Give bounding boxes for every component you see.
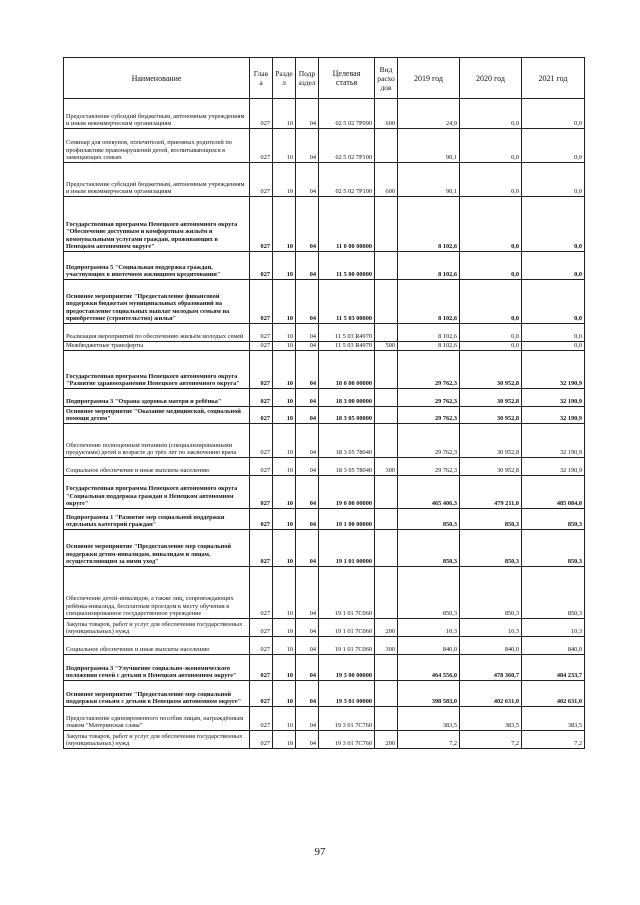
cell-2021: 0,0: [522, 99, 585, 129]
cell-expense-type: 600: [375, 163, 398, 197]
cell-target-article: 19 1 01 00000: [319, 530, 375, 567]
cell-2021: 32 190,9: [522, 458, 585, 476]
cell-glava: 027: [250, 637, 273, 655]
table-row: [64, 280, 585, 324]
cell-name: Социальное обеспечение и иные выплаты населению: [64, 458, 250, 476]
cell-glava: 027: [250, 731, 273, 749]
cell-name: Основное мероприятие "Предоставление мер социальной поддержки детям-инвалидам, инвалидам и лицам, осуществляющим за ними уход": [64, 530, 250, 567]
cell-podrazdel: 04: [296, 280, 319, 324]
header-2019: 2019 год: [398, 58, 460, 99]
table-row: [64, 637, 585, 655]
cell-razdel: 10: [273, 509, 296, 530]
cell-razdel: 10: [273, 681, 296, 707]
cell-podrazdel: 04: [296, 637, 319, 655]
cell-expense-type: [375, 567, 398, 619]
cell-target-article: 19 1 01 7С060: [319, 567, 375, 619]
table-row: [64, 655, 585, 681]
header-expense-type: Вид расхо дов: [375, 58, 398, 99]
cell-target-article: 18 3 05 00000: [319, 407, 375, 424]
cell-2021: 402 631,0: [522, 681, 585, 707]
cell-2021: 0,0: [522, 252, 585, 280]
table-body: [64, 99, 585, 749]
cell-name: Основное мероприятие "Предоставление мер социальной поддержки семьям с детьми в Ненецком автономном округе": [64, 681, 250, 707]
cell-target-article: 19 3 00 00000: [319, 655, 375, 681]
table-row: [64, 424, 585, 458]
cell-razdel: 10: [273, 163, 296, 197]
cell-name: Обеспечение полноценным питанием (специализированными продуктами) детей в возрасте до трёх лет по заключению врача: [64, 424, 250, 458]
cell-podrazdel: 04: [296, 655, 319, 681]
cell-expense-type: [375, 389, 398, 407]
cell-podrazdel: 04: [296, 619, 319, 637]
cell-name: Подпрограмма 3 "Охрана здоровья матери и ребёнка": [64, 389, 250, 407]
cell-glava: 027: [250, 407, 273, 424]
cell-2021: 0,0: [522, 197, 585, 252]
cell-podrazdel: 04: [296, 407, 319, 424]
cell-glava: 027: [250, 351, 273, 389]
cell-expense-type: [375, 129, 398, 163]
cell-razdel: 10: [273, 424, 296, 458]
cell-2021: 32 190,9: [522, 389, 585, 407]
cell-2019: 8 102,6: [398, 342, 460, 351]
cell-podrazdel: 04: [296, 252, 319, 280]
cell-2020: 850,3: [460, 530, 522, 567]
table-row: [64, 252, 585, 280]
page-number: 97: [314, 846, 326, 858]
cell-2020: 7,2: [460, 731, 522, 749]
cell-name: Основное мероприятие "Предоставление финансовой поддержки бюджетам муниципальных образований на предоставление социальных выплат молодым семьям на приобретение (строительство) жилья": [64, 280, 250, 324]
cell-expense-type: [375, 197, 398, 252]
cell-target-article: 18 3 05 78040: [319, 424, 375, 458]
cell-expense-type: [375, 280, 398, 324]
cell-expense-type: 600: [375, 99, 398, 129]
cell-expense-type: [375, 407, 398, 424]
cell-podrazdel: 04: [296, 197, 319, 252]
cell-glava: 027: [250, 655, 273, 681]
cell-2021: 850,3: [522, 530, 585, 567]
cell-2019: 383,5: [398, 707, 460, 731]
cell-razdel: 10: [273, 619, 296, 637]
cell-glava: 027: [250, 619, 273, 637]
cell-2021: 485 084,0: [522, 476, 585, 509]
cell-2020: 383,5: [460, 707, 522, 731]
cell-2020: 30 952,8: [460, 407, 522, 424]
cell-podrazdel: 04: [296, 567, 319, 619]
cell-2019: 8 102,6: [398, 252, 460, 280]
table-row: [64, 163, 585, 197]
cell-expense-type: [375, 476, 398, 509]
cell-name: Межбюджетные трансферты: [64, 342, 250, 351]
cell-2019: 465 406,3: [398, 476, 460, 509]
cell-expense-type: 200: [375, 731, 398, 749]
cell-glava: 027: [250, 163, 273, 197]
header-razdel: Разде л: [273, 58, 296, 99]
cell-expense-type: 200: [375, 619, 398, 637]
cell-target-article: 02 5 02 7Р100: [319, 129, 375, 163]
cell-name: Подпрограмма 5 "Социальная поддержка граждан, участвующих в ипотечном жилищном кредитовании": [64, 252, 250, 280]
cell-2021: 0,0: [522, 324, 585, 342]
cell-razdel: 10: [273, 389, 296, 407]
cell-2020: 30 952,8: [460, 424, 522, 458]
cell-name: Закупка товаров, работ и услуг для обеспечения государственных (муниципальных) нужд: [64, 731, 250, 749]
table-row: [64, 530, 585, 567]
cell-2020: 30 952,8: [460, 458, 522, 476]
cell-expense-type: 300: [375, 458, 398, 476]
cell-name: Семинар для опекунов, попечителей, приемных родителей по профилактике правонарушений детей, воспитывающихся в замещающих семьях: [64, 129, 250, 163]
cell-razdel: 10: [273, 731, 296, 749]
cell-target-article: 11 5 03 00000: [319, 280, 375, 324]
cell-name: Основное мероприятие "Оказание медицинской, социальной помощи детям": [64, 407, 250, 424]
header-glava: Глав а: [250, 58, 273, 99]
cell-razdel: 10: [273, 129, 296, 163]
cell-glava: 027: [250, 324, 273, 342]
cell-2021: 0,0: [522, 280, 585, 324]
cell-podrazdel: 04: [296, 731, 319, 749]
cell-target-article: 19 0 00 00000: [319, 476, 375, 509]
cell-podrazdel: 04: [296, 99, 319, 129]
cell-glava: 027: [250, 99, 273, 129]
cell-2019: 24,9: [398, 99, 460, 129]
cell-name: Государственная программа Ненецкого автономного округа "Обеспечение доступным и комфортным жильём и коммунальными услугами граждан, проживающих в Ненецком автономном округе": [64, 197, 250, 252]
table-row: [64, 129, 585, 163]
cell-razdel: 10: [273, 280, 296, 324]
header-target-article: Целевая статья: [319, 58, 375, 99]
table-row: [64, 731, 585, 749]
cell-razdel: 10: [273, 197, 296, 252]
cell-target-article: 18 3 00 00000: [319, 389, 375, 407]
cell-podrazdel: 04: [296, 424, 319, 458]
cell-podrazdel: 04: [296, 509, 319, 530]
cell-target-article: 02 5 02 7Р090: [319, 99, 375, 129]
cell-expense-type: 300: [375, 637, 398, 655]
cell-razdel: 10: [273, 324, 296, 342]
cell-2019: 8 102,6: [398, 324, 460, 342]
table-row: [64, 324, 585, 342]
cell-podrazdel: 04: [296, 476, 319, 509]
cell-2020: 402 631,0: [460, 681, 522, 707]
cell-podrazdel: 04: [296, 681, 319, 707]
cell-2021: 32 190,9: [522, 424, 585, 458]
header-2020: 2020 год: [460, 58, 522, 99]
cell-2019: 10,3: [398, 619, 460, 637]
cell-glava: 027: [250, 509, 273, 530]
table-header-row: [64, 58, 585, 99]
cell-2020: 850,3: [460, 567, 522, 619]
cell-2019: 850,3: [398, 530, 460, 567]
cell-2021: 0,0: [522, 129, 585, 163]
cell-target-article: 02 5 02 7Р100: [319, 163, 375, 197]
cell-expense-type: 500: [375, 342, 398, 351]
cell-2020: 0,0: [460, 129, 522, 163]
cell-target-article: 19 1 01 7С060: [319, 637, 375, 655]
table-row: [64, 619, 585, 637]
cell-2020: 850,3: [460, 509, 522, 530]
cell-2019: 29 762,3: [398, 389, 460, 407]
cell-name: Подпрограмма 3 "Улучшение социально-экономического положения семей с детьми в Ненецком автономном округе": [64, 655, 250, 681]
cell-2020: 479 211,0: [460, 476, 522, 509]
table-row: [64, 99, 585, 129]
cell-target-article: 19 1 01 7С060: [319, 619, 375, 637]
cell-2021: 850,3: [522, 509, 585, 530]
cell-target-article: 18 0 00 00000: [319, 351, 375, 389]
cell-expense-type: [375, 655, 398, 681]
cell-glava: 027: [250, 389, 273, 407]
cell-2019: 29 762,3: [398, 458, 460, 476]
cell-podrazdel: 04: [296, 342, 319, 351]
table-row: [64, 197, 585, 252]
table-row: [64, 458, 585, 476]
cell-2021: 484 233,7: [522, 655, 585, 681]
cell-2021: 7,2: [522, 731, 585, 749]
header-podrazdel: Подр аздел: [296, 58, 319, 99]
cell-razdel: 10: [273, 637, 296, 655]
cell-expense-type: [375, 351, 398, 389]
cell-target-article: 11 5 03 R4970: [319, 342, 375, 351]
table-row: [64, 342, 585, 351]
cell-name: Подпрограмма 1 "Развитие мер социальной поддержки отдельных категорий граждан": [64, 509, 250, 530]
cell-podrazdel: 04: [296, 389, 319, 407]
cell-target-article: 18 3 05 78040: [319, 458, 375, 476]
cell-2021: 850,3: [522, 567, 585, 619]
cell-2019: 398 583,0: [398, 681, 460, 707]
cell-2019: 90,1: [398, 129, 460, 163]
cell-glava: 027: [250, 476, 273, 509]
table-row: [64, 567, 585, 619]
cell-glava: 027: [250, 707, 273, 731]
cell-expense-type: [375, 424, 398, 458]
cell-2020: 30 952,8: [460, 389, 522, 407]
cell-glava: 027: [250, 197, 273, 252]
cell-2019: 840,0: [398, 637, 460, 655]
cell-name: Закупка товаров, работ и услуг для обеспечения государственных (муниципальных) нужд: [64, 619, 250, 637]
cell-2020: 0,0: [460, 280, 522, 324]
cell-2020: 0,0: [460, 163, 522, 197]
cell-2019: 29 762,3: [398, 424, 460, 458]
cell-podrazdel: 04: [296, 163, 319, 197]
cell-expense-type: [375, 707, 398, 731]
cell-podrazdel: 04: [296, 129, 319, 163]
cell-glava: 027: [250, 567, 273, 619]
cell-razdel: 10: [273, 99, 296, 129]
cell-2019: 8 102,6: [398, 280, 460, 324]
cell-target-article: 11 0 00 00000: [319, 197, 375, 252]
cell-expense-type: [375, 324, 398, 342]
cell-2020: 478 360,7: [460, 655, 522, 681]
cell-razdel: 10: [273, 252, 296, 280]
cell-expense-type: [375, 509, 398, 530]
cell-2021: 0,0: [522, 342, 585, 351]
cell-target-article: 19 3 01 7С760: [319, 707, 375, 731]
cell-2019: 850,3: [398, 567, 460, 619]
cell-expense-type: [375, 681, 398, 707]
cell-target-article: 11 5 00 00000: [319, 252, 375, 280]
cell-name: Государственная программа Ненецкого автономного округа "Развитие здравоохранения Ненецкого автономного округа": [64, 351, 250, 389]
cell-expense-type: [375, 530, 398, 567]
cell-2021: 840,0: [522, 637, 585, 655]
table-row: [64, 707, 585, 731]
budget-table: [63, 57, 585, 749]
cell-2021: 32 190,9: [522, 351, 585, 389]
cell-name: Обеспечение детей-инвалидов, а также лиц, сопровождающих ребёнка-инвалида, бесплатным проездом к месту обучения в специализированное государственное учреждение: [64, 567, 250, 619]
cell-2021: 383,5: [522, 707, 585, 731]
cell-2019: 29 762,3: [398, 407, 460, 424]
cell-razdel: 10: [273, 655, 296, 681]
cell-2020: 0,0: [460, 99, 522, 129]
cell-razdel: 10: [273, 476, 296, 509]
cell-2020: 840,0: [460, 637, 522, 655]
cell-2019: 7,2: [398, 731, 460, 749]
cell-2021: 0,0: [522, 163, 585, 197]
cell-2021: 32 190,9: [522, 407, 585, 424]
cell-2019: 90,1: [398, 163, 460, 197]
cell-name: Социальное обеспечение и иные выплаты населению: [64, 637, 250, 655]
cell-glava: 027: [250, 342, 273, 351]
cell-2020: 0,0: [460, 342, 522, 351]
cell-podrazdel: 04: [296, 530, 319, 567]
cell-target-article: 11 5 03 R4970: [319, 324, 375, 342]
cell-razdel: 10: [273, 707, 296, 731]
cell-glava: 027: [250, 252, 273, 280]
cell-name: Предоставление единовременного пособия лицам, награждённым знаком "Материнская слава": [64, 707, 250, 731]
cell-2020: 30 952,8: [460, 351, 522, 389]
cell-2019: 8 102,6: [398, 197, 460, 252]
cell-razdel: 10: [273, 351, 296, 389]
cell-razdel: 10: [273, 567, 296, 619]
cell-razdel: 10: [273, 458, 296, 476]
cell-2020: 0,0: [460, 197, 522, 252]
cell-target-article: 19 3 01 00000: [319, 681, 375, 707]
cell-podrazdel: 04: [296, 458, 319, 476]
table-row: [64, 407, 585, 424]
table-row: [64, 509, 585, 530]
cell-target-article: 19 3 01 7С760: [319, 731, 375, 749]
cell-2019: 464 556,0: [398, 655, 460, 681]
cell-podrazdel: 04: [296, 707, 319, 731]
cell-razdel: 10: [273, 342, 296, 351]
cell-glava: 027: [250, 458, 273, 476]
cell-2019: 29 762,3: [398, 351, 460, 389]
cell-name: Реализация мероприятий по обеспечению жильём молодых семей: [64, 324, 250, 342]
cell-name: Государственная программа Ненецкого автономного округа "Социальная поддержка граждан в Ненецком автономном округе": [64, 476, 250, 509]
table-row: [64, 351, 585, 389]
cell-2021: 10,3: [522, 619, 585, 637]
header-name: Наименование: [64, 58, 250, 99]
cell-glava: 027: [250, 424, 273, 458]
budget-table-sheet: [63, 57, 584, 749]
cell-2020: 0,0: [460, 252, 522, 280]
cell-glava: 027: [250, 129, 273, 163]
cell-2020: 10,3: [460, 619, 522, 637]
table-row: [64, 476, 585, 509]
cell-razdel: 10: [273, 407, 296, 424]
cell-2020: 0,0: [460, 324, 522, 342]
cell-glava: 027: [250, 530, 273, 567]
cell-podrazdel: 04: [296, 351, 319, 389]
cell-expense-type: [375, 252, 398, 280]
table-row: [64, 681, 585, 707]
cell-target-article: 19 1 00 00000: [319, 509, 375, 530]
header-2021: 2021 год: [522, 58, 585, 99]
cell-podrazdel: 04: [296, 324, 319, 342]
cell-glava: 027: [250, 681, 273, 707]
table-row: [64, 389, 585, 407]
cell-name: Предоставление субсидий бюджетным, автономным учреждениям и иным некоммерческим организациям: [64, 99, 250, 129]
cell-glava: 027: [250, 280, 273, 324]
cell-2019: 850,3: [398, 509, 460, 530]
cell-razdel: 10: [273, 530, 296, 567]
cell-name: Предоставление субсидий бюджетным, автономным учреждениям и иным некоммерческим организациям: [64, 163, 250, 197]
